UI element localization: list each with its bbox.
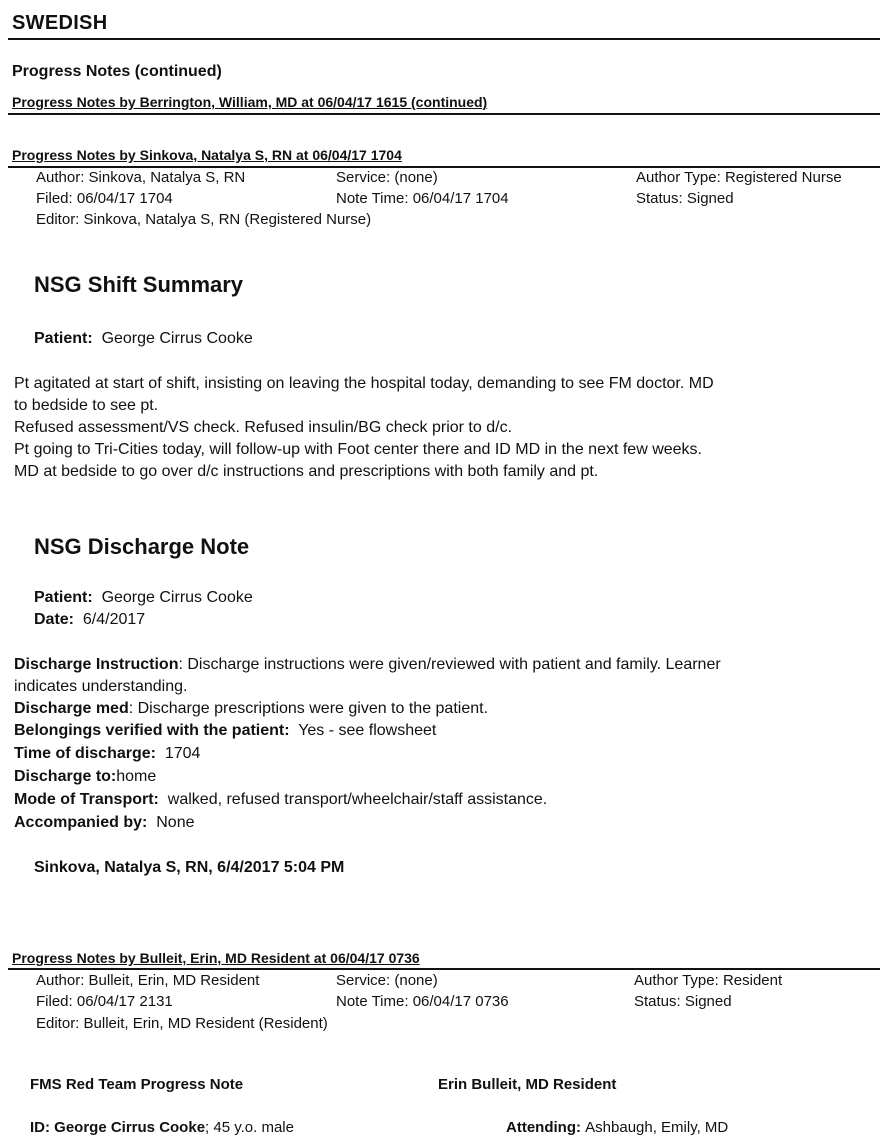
time-of-discharge bbox=[14, 745, 200, 763]
shift-line: MD at bedside to go over d/c instructions and prescriptions with both family and pt. bbox=[14, 463, 599, 480]
note2-service: Service: (none) bbox=[336, 972, 438, 989]
dc-instruction-label: Discharge Instruction bbox=[14, 656, 179, 673]
note1-service: Service: (none) bbox=[336, 169, 438, 186]
continued-rule bbox=[8, 113, 880, 115]
resident-name: Erin Bulleit, MD Resident bbox=[438, 1076, 617, 1093]
note1-note-time: Note Time: 06/04/17 1704 bbox=[336, 190, 509, 207]
section-title: Progress Notes (continued) bbox=[12, 63, 222, 80]
header-rule bbox=[8, 38, 880, 40]
belongings-label: Belongings verified with the patient: bbox=[14, 722, 290, 739]
dc-patient-value: George Cirrus Cooke bbox=[101, 589, 253, 606]
shift-line: Pt agitated at start of shift, insisting on leaving the hospital today, demanding to see FM doctor. MD bbox=[14, 375, 714, 392]
note2-heading: Progress Notes by Bulleit, Erin, MD Resident at 06/04/17 0736 bbox=[12, 950, 420, 966]
note1-rule bbox=[8, 166, 880, 168]
dc-date bbox=[34, 611, 145, 629]
time-label: Time of discharge: bbox=[14, 745, 156, 762]
patient-id bbox=[30, 1119, 294, 1136]
dc-instruction-cont: indicates understanding. bbox=[14, 678, 188, 695]
shift-summary-title: NSG Shift Summary bbox=[34, 272, 244, 297]
accompanied-value: None bbox=[156, 814, 195, 831]
dc-med-value: : Discharge prescriptions were given to the patient. bbox=[128, 700, 489, 717]
note1-filed: Filed: 06/04/17 1704 bbox=[36, 190, 173, 207]
accompanied-by bbox=[14, 814, 195, 832]
mode-of-transport bbox=[14, 791, 547, 809]
shift-line: to bedside to see pt. bbox=[14, 397, 159, 414]
accompanied-label: Accompanied by: bbox=[14, 814, 148, 831]
attending-label: Attending: bbox=[506, 1119, 581, 1136]
dc-date-value: 6/4/2017 bbox=[82, 611, 146, 628]
dc-patient-label: Patient: bbox=[34, 589, 93, 606]
time-value: 1704 bbox=[164, 745, 201, 762]
shift-patient bbox=[34, 330, 253, 348]
discharge-note-title: NSG Discharge Note bbox=[34, 534, 250, 559]
note2-filed: Filed: 06/04/17 2131 bbox=[36, 993, 173, 1010]
dc-instruction-value: : Discharge instructions were given/reviewed with patient and family. Learner bbox=[178, 656, 721, 673]
transport-value: walked, refused transport/wheelchair/staff assistance. bbox=[167, 791, 548, 808]
note1-author: Author: Sinkova, Natalya S, RN bbox=[36, 169, 246, 186]
note2-status: Status: Signed bbox=[634, 993, 732, 1010]
dc-to-value: home bbox=[116, 768, 157, 785]
dc-instruction bbox=[14, 656, 721, 674]
shift-patient-label: Patient: bbox=[34, 330, 93, 347]
dc-med-label: Discharge med bbox=[14, 700, 129, 717]
shift-patient-value: George Cirrus Cooke bbox=[101, 330, 253, 347]
note1-editor: Editor: Sinkova, Natalya S, RN (Registered Nurse) bbox=[36, 211, 372, 228]
dc-med bbox=[14, 700, 488, 718]
note2-author-type: Author Type: Resident bbox=[634, 972, 783, 989]
note1-status: Status: Signed bbox=[636, 190, 734, 207]
note2-rule bbox=[8, 968, 880, 970]
note1-heading: Progress Notes by Sinkova, Natalya S, RN at 06/04/17 1704 bbox=[12, 147, 402, 163]
note1-author-type: Author Type: Registered Nurse bbox=[636, 169, 842, 186]
team-note-title: FMS Red Team Progress Note bbox=[30, 1076, 244, 1093]
attending bbox=[506, 1119, 728, 1136]
patient-id-label: ID: George Cirrus Cooke bbox=[30, 1119, 206, 1136]
note2-note-time: Note Time: 06/04/17 0736 bbox=[336, 993, 509, 1010]
patient-id-value: ; 45 y.o. male bbox=[205, 1119, 294, 1136]
dc-patient bbox=[34, 589, 253, 607]
attending-value: Ashbaugh, Emily, MD bbox=[585, 1119, 729, 1136]
note2-author: Author: Bulleit, Erin, MD Resident bbox=[36, 972, 260, 989]
transport-label: Mode of Transport: bbox=[14, 791, 159, 808]
shift-line: Pt going to Tri-Cities today, will follow-up with Foot center there and ID MD in the next few weeks. bbox=[14, 441, 702, 458]
discharge-to bbox=[14, 768, 156, 786]
belongings bbox=[14, 722, 436, 740]
dc-to-label: Discharge to: bbox=[14, 768, 117, 785]
shift-line: Refused assessment/VS check. Refused insulin/BG check prior to d/c. bbox=[14, 419, 513, 436]
belongings-value: Yes - see flowsheet bbox=[298, 722, 437, 739]
org-name: SWEDISH bbox=[12, 12, 108, 34]
dc-date-label: Date: bbox=[34, 611, 75, 628]
continued-note-heading: Progress Notes by Berrington, William, MD at 06/04/17 1615 (continued) bbox=[12, 94, 488, 110]
note2-editor: Editor: Bulleit, Erin, MD Resident (Resident) bbox=[36, 1015, 328, 1032]
signature-line: Sinkova, Natalya S, RN, 6/4/2017 5:04 PM bbox=[34, 859, 345, 876]
